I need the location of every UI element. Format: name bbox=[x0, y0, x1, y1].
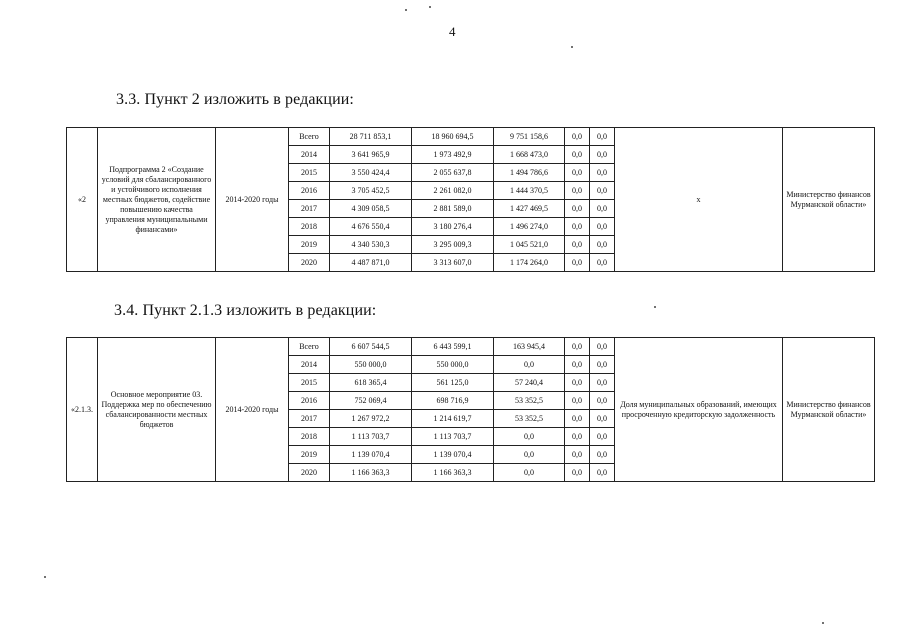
other-sources-cell: 0,0 bbox=[590, 182, 615, 200]
other-sources-cell: 0,0 bbox=[590, 392, 615, 410]
total-cell: 550 000,0 bbox=[330, 356, 412, 374]
federal-budget-cell: 0,0 bbox=[494, 428, 565, 446]
table-row bbox=[67, 338, 875, 356]
executor-cell: Министерство финансов Мурманской области» bbox=[783, 338, 875, 482]
local-budget-cell: 0,0 bbox=[565, 236, 590, 254]
total-cell: 1 166 363,3 bbox=[330, 464, 412, 482]
local-budget-cell: 0,0 bbox=[565, 218, 590, 236]
total-cell: 3 641 965,9 bbox=[330, 146, 412, 164]
local-budget-cell: 0,0 bbox=[565, 464, 590, 482]
regional-budget-cell: 3 180 276,4 bbox=[412, 218, 494, 236]
federal-budget-cell: 1 494 786,6 bbox=[494, 164, 565, 182]
total-cell: 1 139 070,4 bbox=[330, 446, 412, 464]
other-sources-cell: 0,0 bbox=[590, 446, 615, 464]
regional-budget-cell: 1 113 703,7 bbox=[412, 428, 494, 446]
local-budget-cell: 0,0 bbox=[565, 182, 590, 200]
other-sources-cell: 0,0 bbox=[590, 164, 615, 182]
year-cell: 2017 bbox=[289, 200, 330, 218]
total-cell: 1 267 972,2 bbox=[330, 410, 412, 428]
other-sources-cell: 0,0 bbox=[590, 128, 615, 146]
measure-name-cell: Основное мероприятие 03. Поддержка мер по обеспечению сбалансированности местных бюджетов bbox=[98, 338, 216, 482]
year-cell: 2015 bbox=[289, 374, 330, 392]
period-cell: 2014-2020 годы bbox=[216, 338, 289, 482]
total-cell: 6 607 544,5 bbox=[330, 338, 412, 356]
total-cell: 4 340 530,3 bbox=[330, 236, 412, 254]
year-cell: 2016 bbox=[289, 182, 330, 200]
federal-budget-cell: 53 352,5 bbox=[494, 392, 565, 410]
other-sources-cell: 0,0 bbox=[590, 374, 615, 392]
executor-cell: Министерство финансов Мурманской области» bbox=[783, 128, 875, 272]
regional-budget-cell: 1 166 363,3 bbox=[412, 464, 494, 482]
year-cell: 2018 bbox=[289, 428, 330, 446]
regional-budget-cell: 18 960 694,5 bbox=[412, 128, 494, 146]
federal-budget-cell: 163 945,4 bbox=[494, 338, 565, 356]
year-cell: 2020 bbox=[289, 254, 330, 272]
year-cell: Всего bbox=[289, 128, 330, 146]
local-budget-cell: 0,0 bbox=[565, 146, 590, 164]
program-name-cell: Подпрограмма 2 «Создание условий для сбалансированного и устойчивого исполнения местных бюджетов, содействие повышению качества управления муниципальными финансами» bbox=[98, 128, 216, 272]
other-sources-cell: 0,0 bbox=[590, 338, 615, 356]
regional-budget-cell: 2 055 637,8 bbox=[412, 164, 494, 182]
federal-budget-cell: 1 045 521,0 bbox=[494, 236, 565, 254]
local-budget-cell: 0,0 bbox=[565, 164, 590, 182]
local-budget-cell: 0,0 bbox=[565, 356, 590, 374]
scan-speck bbox=[405, 9, 407, 11]
total-cell: 4 676 550,4 bbox=[330, 218, 412, 236]
federal-budget-cell: 0,0 bbox=[494, 464, 565, 482]
regional-budget-cell: 2 261 082,0 bbox=[412, 182, 494, 200]
regional-budget-cell: 561 125,0 bbox=[412, 374, 494, 392]
local-budget-cell: 0,0 bbox=[565, 128, 590, 146]
regional-budget-cell: 6 443 599,1 bbox=[412, 338, 494, 356]
total-cell: 618 365,4 bbox=[330, 374, 412, 392]
row-id-cell: «2 bbox=[67, 128, 98, 272]
federal-budget-cell: 57 240,4 bbox=[494, 374, 565, 392]
year-cell: 2019 bbox=[289, 446, 330, 464]
row-id-cell: «2.1.3. bbox=[67, 338, 98, 482]
scan-speck bbox=[822, 622, 824, 624]
total-cell: 4 309 058,5 bbox=[330, 200, 412, 218]
budget-table-program-2 bbox=[66, 127, 875, 272]
year-cell: 2014 bbox=[289, 356, 330, 374]
federal-budget-cell: 0,0 bbox=[494, 446, 565, 464]
table-row bbox=[67, 128, 875, 146]
other-sources-cell: 0,0 bbox=[590, 428, 615, 446]
local-budget-cell: 0,0 bbox=[565, 200, 590, 218]
regional-budget-cell: 1 973 492,9 bbox=[412, 146, 494, 164]
federal-budget-cell: 1 174 264,0 bbox=[494, 254, 565, 272]
local-budget-cell: 0,0 bbox=[565, 446, 590, 464]
period-cell: 2014-2020 годы bbox=[216, 128, 289, 272]
regional-budget-cell: 3 313 607,0 bbox=[412, 254, 494, 272]
federal-budget-cell: 1 496 274,0 bbox=[494, 218, 565, 236]
scan-speck bbox=[654, 306, 656, 308]
local-budget-cell: 0,0 bbox=[565, 392, 590, 410]
local-budget-cell: 0,0 bbox=[565, 338, 590, 356]
local-budget-cell: 0,0 bbox=[565, 428, 590, 446]
indicator-cell: Доля муниципальных образований, имеющих просроченную кредиторскую задолженность bbox=[615, 338, 783, 482]
year-cell: 2019 bbox=[289, 236, 330, 254]
year-cell: 2018 bbox=[289, 218, 330, 236]
other-sources-cell: 0,0 bbox=[590, 218, 615, 236]
regional-budget-cell: 698 716,9 bbox=[412, 392, 494, 410]
indicator-cell: х bbox=[615, 128, 783, 272]
other-sources-cell: 0,0 bbox=[590, 410, 615, 428]
total-cell: 752 069,4 bbox=[330, 392, 412, 410]
total-cell: 1 113 703,7 bbox=[330, 428, 412, 446]
regional-budget-cell: 2 881 589,0 bbox=[412, 200, 494, 218]
other-sources-cell: 0,0 bbox=[590, 356, 615, 374]
other-sources-cell: 0,0 bbox=[590, 236, 615, 254]
scan-speck bbox=[571, 46, 573, 48]
page-number: 4 bbox=[449, 24, 456, 39]
federal-budget-cell: 1 427 469,5 bbox=[494, 200, 565, 218]
section-heading-3-3: 3.3. Пункт 2 изложить в редакции: bbox=[116, 91, 354, 108]
section-heading-3-4: 3.4. Пункт 2.1.3 изложить в редакции: bbox=[114, 302, 377, 319]
other-sources-cell: 0,0 bbox=[590, 254, 615, 272]
regional-budget-cell: 1 214 619,7 bbox=[412, 410, 494, 428]
total-cell: 28 711 853,1 bbox=[330, 128, 412, 146]
budget-table-measure-2-1-3 bbox=[66, 337, 875, 482]
total-cell: 3 550 424,4 bbox=[330, 164, 412, 182]
federal-budget-cell: 0,0 bbox=[494, 356, 565, 374]
regional-budget-cell: 1 139 070,4 bbox=[412, 446, 494, 464]
other-sources-cell: 0,0 bbox=[590, 200, 615, 218]
local-budget-cell: 0,0 bbox=[565, 254, 590, 272]
year-cell: 2016 bbox=[289, 392, 330, 410]
regional-budget-cell: 3 295 009,3 bbox=[412, 236, 494, 254]
federal-budget-cell: 1 444 370,5 bbox=[494, 182, 565, 200]
scan-speck bbox=[44, 576, 46, 578]
other-sources-cell: 0,0 bbox=[590, 464, 615, 482]
year-cell: 2015 bbox=[289, 164, 330, 182]
year-cell: Всего bbox=[289, 338, 330, 356]
total-cell: 3 705 452,5 bbox=[330, 182, 412, 200]
year-cell: 2014 bbox=[289, 146, 330, 164]
federal-budget-cell: 1 668 473,0 bbox=[494, 146, 565, 164]
local-budget-cell: 0,0 bbox=[565, 410, 590, 428]
year-cell: 2017 bbox=[289, 410, 330, 428]
federal-budget-cell: 53 352,5 bbox=[494, 410, 565, 428]
year-cell: 2020 bbox=[289, 464, 330, 482]
federal-budget-cell: 9 751 158,6 bbox=[494, 128, 565, 146]
other-sources-cell: 0,0 bbox=[590, 146, 615, 164]
total-cell: 4 487 871,0 bbox=[330, 254, 412, 272]
scan-speck bbox=[429, 6, 431, 8]
regional-budget-cell: 550 000,0 bbox=[412, 356, 494, 374]
local-budget-cell: 0,0 bbox=[565, 374, 590, 392]
